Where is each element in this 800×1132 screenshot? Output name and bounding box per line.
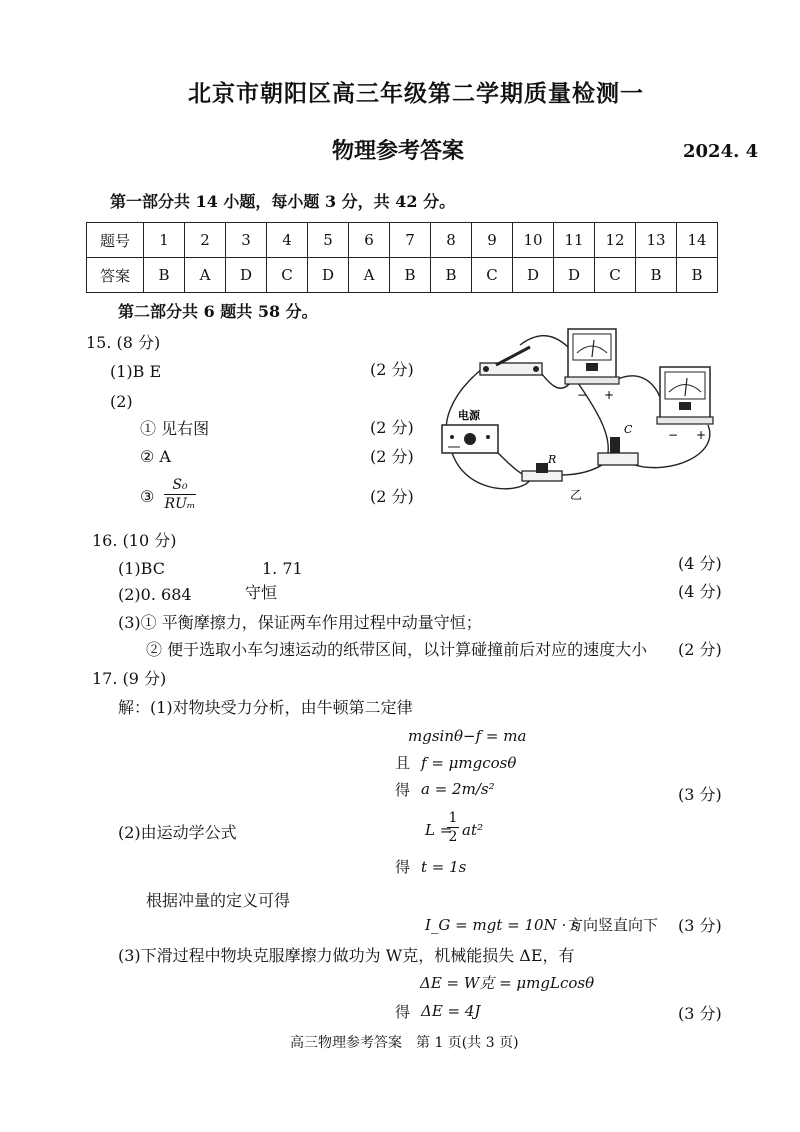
q17-equation-7: ΔE = W克 = μmgLcosθ: [420, 974, 595, 992]
question-number: 6: [349, 223, 390, 258]
q16-answer-3-2: ② 便于选取小车匀速运动的纸带区间，以计算碰撞前后对应的速度大小: [146, 640, 648, 659]
q17-equation-6-direction: 方向竖直向下: [568, 916, 659, 934]
answer-cell: D: [226, 258, 267, 293]
q15-answer-2-2-score: (2 分): [370, 447, 414, 466]
answer-table-answer-row: [87, 258, 718, 293]
question-number: 7: [390, 223, 431, 258]
q15-answer-2-2: ② A: [140, 447, 171, 466]
q16-answer-2-score: (4 分): [678, 582, 722, 601]
capacitor: [598, 437, 638, 465]
q17-part-1: 解：(1)对物块受力分析，由牛顿第二定律: [118, 698, 413, 717]
meter-1-minus: −: [577, 388, 588, 402]
meter-2: [657, 367, 713, 424]
answer-cell: D: [308, 258, 349, 293]
answer-cell: C: [267, 258, 308, 293]
page-footer: 高三物理参考答案 第 1 页(共 3 页): [290, 1035, 519, 1051]
meter-2-plus: +: [696, 428, 707, 442]
question-number: 10: [513, 223, 554, 258]
q16-answer-1-score: (4 分): [678, 554, 722, 573]
question-number: 9: [472, 223, 513, 258]
q17-equation-5-prefix: 得: [395, 858, 411, 876]
answer-cell: D: [554, 258, 595, 293]
question-number: 12: [595, 223, 636, 258]
question-number: 14: [677, 223, 718, 258]
q17-equation-3: a = 2m/s²: [421, 780, 495, 798]
page-title: 北京市朝阳区高三年级第二学期质量检测一: [188, 80, 644, 107]
meter-2-minus: −: [668, 428, 679, 442]
question-number: 1: [144, 223, 185, 258]
q15-answer-1-score: (2 分): [370, 360, 414, 379]
question-number: 3: [226, 223, 267, 258]
question-number: 2: [185, 223, 226, 258]
row-label-numbers: 题号: [87, 223, 144, 258]
q15-answer-2: (2): [110, 392, 133, 411]
q17-part-3: (3)下滑过程中物块克服摩擦力做功为 W克，机械能损失 ΔE，有: [118, 946, 575, 965]
q17-equation-3-prefix: 得: [395, 781, 411, 799]
question-number: 8: [431, 223, 472, 258]
q16-answer-3-score: (2 分): [678, 640, 722, 659]
answer-cell: B: [390, 258, 431, 293]
answer-table-number-row: [87, 223, 718, 258]
meter-1-plus: +: [604, 388, 615, 402]
answer-cell: A: [185, 258, 226, 293]
q15-title: 15. (8 分): [86, 333, 161, 352]
q17-part-2: (2)由运动学公式: [118, 823, 237, 842]
q16-title: 16. (10 分): [92, 531, 177, 550]
question-number: 11: [554, 223, 595, 258]
answer-table: [86, 222, 718, 293]
part2-heading: 第二部分共 6 题共 58 分。: [118, 302, 318, 321]
answer-cell: B: [431, 258, 472, 293]
q15-answer-1: (1)B E: [110, 362, 162, 381]
q17-part-3-score: (3 分): [678, 1004, 722, 1023]
meter-1: [565, 329, 619, 384]
fraction-numerator: 1: [448, 810, 458, 826]
document-subtitle: 物理参考答案: [332, 138, 465, 164]
q17-equation-2-prefix: 且: [395, 754, 411, 772]
q17-equation-6: I_G = mgt = 10N · s: [425, 916, 579, 934]
answer-cell: B: [636, 258, 677, 293]
question-number: 4: [267, 223, 308, 258]
fraction-bar: [447, 827, 459, 828]
q16-answer-1-value: 1. 71: [262, 559, 303, 578]
answer-cell: C: [472, 258, 513, 293]
q17-equation-5: t = 1s: [421, 858, 467, 876]
q17-equation-8-prefix: 得: [395, 1003, 411, 1021]
fraction-denominator: RUₘ: [164, 496, 196, 512]
q16-answer-2-value: 守恒: [245, 583, 278, 602]
circuit-diagram: [430, 325, 730, 505]
q17-equation-2: f = μmgcosθ: [421, 754, 517, 772]
fraction-numerator: S₀: [172, 477, 188, 493]
q17-equation-4-right: at²: [462, 821, 483, 839]
q17-part-2b: 根据冲量的定义可得: [146, 891, 291, 910]
figure-caption: 乙: [570, 488, 583, 502]
question-number: 13: [636, 223, 677, 258]
q16-answer-1: (1)BC: [118, 559, 165, 578]
q17-equation-1: mgsinθ−f = ma: [408, 727, 527, 745]
q17-title: 17. (9 分): [92, 669, 167, 688]
q17-equation-4-fraction: [447, 811, 459, 844]
fraction-denominator: 2: [448, 829, 458, 845]
wire: [520, 336, 568, 347]
q17-equation-4-left: L =: [425, 821, 453, 839]
q16-answer-2: (2)0. 684: [118, 585, 192, 604]
resistor-label: R: [548, 453, 557, 466]
q17-equation-8: ΔE = 4J: [421, 1002, 481, 1020]
fraction-bar: [164, 494, 196, 495]
answer-cell: B: [677, 258, 718, 293]
switch: [480, 347, 542, 375]
q15-answer-2-3-score: (2 分): [370, 487, 414, 506]
answer-cell: D: [513, 258, 554, 293]
q16-answer-3-1: (3)① 平衡摩擦力，保证两车作用过程中动量守恒；: [118, 613, 482, 632]
q15-answer-2-3-fraction: [164, 478, 196, 511]
answer-cell: C: [595, 258, 636, 293]
power-supply-label: 电源: [458, 409, 480, 422]
q15-answer-2-3-marker: ③: [140, 487, 155, 506]
capacitor-label: C: [624, 423, 633, 436]
row-label-answers: 答案: [87, 258, 144, 293]
q15-answer-2-1-score: (2 分): [370, 418, 414, 437]
answer-cell: A: [349, 258, 390, 293]
power-supply: [442, 425, 498, 453]
q17-part-2-score: (3 分): [678, 916, 722, 935]
q17-part-1-score: (3 分): [678, 785, 722, 804]
answer-cell: B: [144, 258, 185, 293]
part1-heading: 第一部分共 14 小题，每小题 3 分，共 42 分。: [110, 192, 456, 211]
q15-answer-2-1: ① 见右图: [140, 419, 210, 438]
question-number: 5: [308, 223, 349, 258]
document-date: 2024. 4: [683, 141, 759, 162]
